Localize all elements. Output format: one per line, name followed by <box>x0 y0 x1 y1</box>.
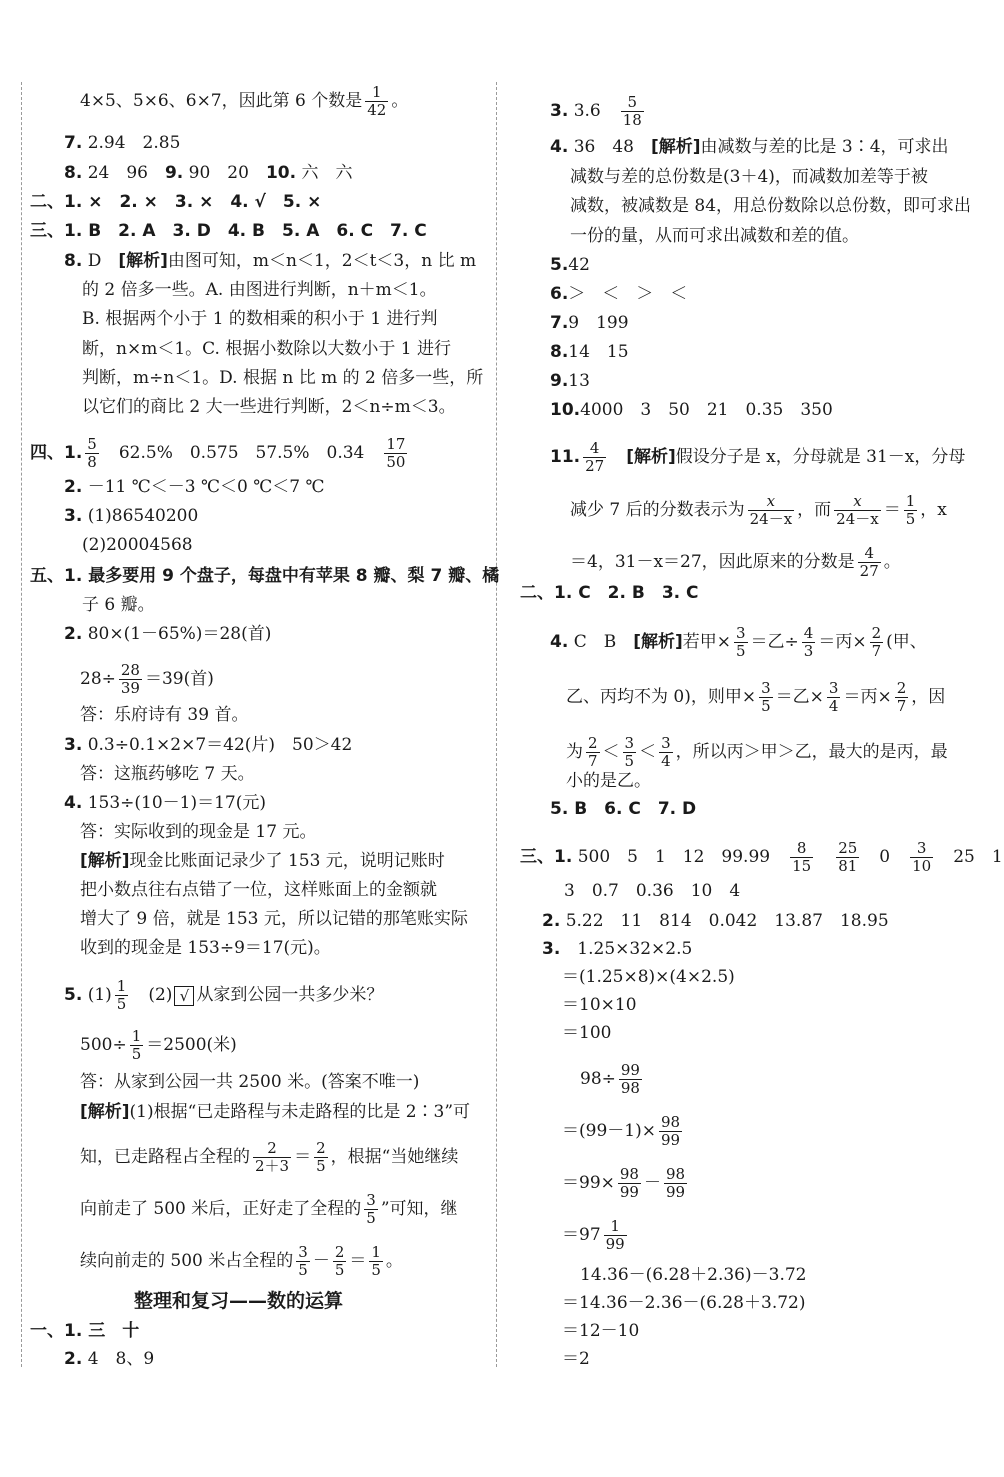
answer-line: 增大了 9 倍，就是 153 元，所以记错的那笔账实际 <box>80 909 468 929</box>
fraction: $\frac{1}{5}$ <box>116 977 127 1013</box>
answer-line: 三、1. 500 5 1 12 99.99 $\frac{8}{15}$ $\frac{25}{81}$ 0 $\frac{3}{10}$ 25 1 <box>520 839 1003 875</box>
answer-line: [解析](1)根据“已走路程与未走路程的比是 2∶3”可 <box>80 1102 471 1122</box>
fraction: $\frac{5}{8}$ <box>87 435 97 471</box>
fraction: $\frac{x}{24-x}$ <box>749 492 793 528</box>
answer-line: 14.36－(6.28＋2.36)－3.72 <box>580 1265 807 1285</box>
answer-line: 三、1. B 2. A 3. D 4. B 5. A 6. C 7. C <box>30 221 427 241</box>
fraction: $\frac{3}{5}$ <box>298 1243 308 1279</box>
fraction: $\frac{2}{5}$ <box>316 1139 326 1175</box>
fraction: $\frac{1}{99}$ <box>605 1217 625 1253</box>
fraction: $\frac{3}{4}$ <box>661 734 671 770</box>
answer-line: 3. 3.6 $\frac{5}{18}$ <box>550 93 642 129</box>
answer-line: 二、1. C 2. B 3. C <box>520 583 699 603</box>
answer-line: 答：乐府诗有 39 首。 <box>80 705 249 725</box>
fraction: $\frac{3}{4}$ <box>828 679 839 715</box>
answer-line: 以它们的商比 2 大一些进行判断，2＜n÷m＜3。 <box>82 397 456 417</box>
answer-line: 28÷ $\frac{28}{39}$ ＝39(首) <box>80 661 214 697</box>
fraction: $\frac{8}{15}$ <box>792 839 812 875</box>
fraction: $\frac{2}{5}$ <box>334 1243 345 1279</box>
fraction: $\frac{99}{98}$ <box>620 1061 640 1097</box>
answer-line: 5.42 <box>550 255 590 275</box>
answer-line: 3. (1)86540200 <box>64 506 199 526</box>
answer-line: ＝97 $\frac{1}{99}$ <box>562 1217 625 1253</box>
answer-line: 减数，被减数是 84，用总份数除以总份数，即可求出 <box>570 196 972 216</box>
answer-line: ＝4，31－x＝27，因此原来的分数是 $\frac{4}{27}$ 。 <box>570 544 901 580</box>
fraction: $\frac{3}{5}$ <box>736 624 746 660</box>
answer-line: 3. 1.25×32×2.5 <box>542 939 693 959</box>
fraction: $\frac{2}{7}$ <box>588 734 598 770</box>
answer-line: 乙、丙均不为 0)，则甲× $\frac{3}{5}$ ＝乙× $\frac{3}{4}$ ＝丙× $\frac{2}{7}$ ，因 <box>566 679 946 715</box>
answer-line: ＝14.36－2.36－(6.28＋3.72) <box>562 1293 806 1313</box>
fraction: $\frac{98}{99}$ <box>665 1165 686 1201</box>
answer-line: ＝(1.25×8)×(4×2.5) <box>562 967 735 987</box>
answer-line: 为 $\frac{2}{7}$ ＜ $\frac{3}{5}$ ＜ $\frac{3}{4}$ ，所以丙＞甲＞乙，最大的是丙，最 <box>566 734 948 770</box>
answer-line: 4. 36 48 [解析]由减数与差的比是 3∶4，可求出 <box>550 137 949 157</box>
answer-line: 子 6 瓣。 <box>82 595 155 615</box>
answer-line: 2. 5.22 11 814 0.042 13.87 18.95 <box>542 911 889 931</box>
answer-line: 2. 4 8、9 <box>64 1349 155 1369</box>
fraction: $\frac{98}{99}$ <box>619 1165 639 1201</box>
answer-line: 11. $\frac{4}{27}$ [解析]假设分子是 x，分母就是 31－x，分母 <box>550 439 966 475</box>
answer-line: 收到的现金是 153÷9＝17(元)。 <box>80 938 331 958</box>
fraction: $\frac{2}{7}$ <box>871 624 882 660</box>
answer-line: 500÷ $\frac{1}{5}$ ＝2500(米) <box>80 1027 237 1063</box>
fraction: $\frac{x}{24-x}$ <box>836 492 879 528</box>
answer-line: 续向前走的 500 米占全程的 $\frac{3}{5}$ － $\frac{2}{5}$ ＝ $\frac{1}{5}$ 。 <box>80 1243 403 1279</box>
answer-line: 答：从家到公园一共 2500 米。(答案不唯一) <box>80 1072 420 1092</box>
fraction: $\frac{25}{81}$ <box>838 839 858 875</box>
answer-line: 小的是乙。 <box>566 771 651 791</box>
section-title: 整理和复习——数的运算 <box>134 1290 344 1312</box>
answer-line: 4×5、5×6、6×7，因此第 6 个数是 $\frac{1}{42}$ 。 <box>80 83 409 119</box>
answer-line: 减数与差的总份数是(3＋4)，而减数加差等于被 <box>570 167 928 187</box>
check-box: √ <box>174 986 194 1006</box>
fraction: $\frac{4}{3}$ <box>803 624 814 660</box>
answer-line: 知，已走路程占全程的 $\frac{2}{2+3}$ ＝ $\frac{2}{5}$ ，根据“当她继续 <box>80 1139 459 1175</box>
fraction: $\frac{17}{50}$ <box>386 435 406 471</box>
fraction: $\frac{3}{5}$ <box>624 734 635 770</box>
answer-line: 3 0.7 0.36 10 4 <box>564 881 741 901</box>
answer-line: 4. 153÷(10－1)＝17(元) <box>64 793 267 813</box>
fraction: $\frac{2}{7}$ <box>896 679 907 715</box>
answer-line: 98÷ $\frac{99}{98}$ <box>580 1061 640 1097</box>
answer-line: 四、1. $\frac{5}{8}$ 62.5% 0.575 57.5% 0.34 $\frac{17}{50}$ <box>30 435 406 471</box>
answer-line: 7.9 199 <box>550 313 629 333</box>
answer-line: 一份的量，从而可求出减数和差的值。 <box>570 226 859 246</box>
answer-line: B. 根据两个小于 1 的数相乘的积小于 1 进行判 <box>82 309 438 329</box>
fraction: $\frac{3}{5}$ <box>761 679 771 715</box>
answer-line: ＝12－10 <box>562 1321 640 1341</box>
answer-line: 7. 2.94 2.85 <box>64 133 181 153</box>
answer-line: 4. C B [解析]若甲× $\frac{3}{5}$ ＝乙÷ $\frac{4}{3}$ ＝丙× $\frac{2}{7}$ (甲、 <box>550 624 927 660</box>
answer-line: 答：这瓶药够吃 7 天。 <box>80 764 255 784</box>
answer-line: ＝99× $\frac{98}{99}$ － $\frac{98}{99}$ <box>562 1165 686 1201</box>
answer-line: 2. 80×(1－65%)＝28(首) <box>64 624 272 644</box>
answer-line: 判断，m÷n＜1。D. 根据 n 比 m 的 2 倍多一些，所 <box>82 368 484 388</box>
fraction: $\frac{28}{39}$ <box>120 661 140 697</box>
answer-line: 8. D [解析]由图可知，m＜n＜1，2＜t＜3，n 比 m <box>64 251 477 271</box>
answer-line: 二、1. × 2. × 3. × 4. √ 5. × <box>30 192 322 212</box>
fraction: $\frac{1}{42}$ <box>367 83 387 119</box>
fraction: $\frac{1}{5}$ <box>371 1243 381 1279</box>
answer-line: 6.＞ ＜ ＞ ＜ <box>550 284 688 304</box>
answer-line: 10.4000 3 50 21 0.35 350 <box>550 400 833 420</box>
answer-line: 答：实际收到的现金是 17 元。 <box>80 822 317 842</box>
answer-line: 把小数点往右点错了一位，这样账面上的金额就 <box>80 880 437 900</box>
answer-line: 的 2 倍多一些。A. 由图进行判断，n＋m＜1。 <box>82 280 437 300</box>
column-divider <box>496 82 497 1367</box>
answer-line: 3. 0.3÷0.1×2×7＝42(片) 50＞42 <box>64 735 353 755</box>
answer-line: 减少 7 后的分数表示为 $\frac{x}{24-x}$ ，而 $\frac{x}{24-x}$ ＝ $\frac{1}{5}$ ，x <box>570 492 947 528</box>
fraction: $\frac{1}{5}$ <box>131 1027 142 1063</box>
fraction: $\frac{5}{18}$ <box>622 93 642 129</box>
answer-line: 9.13 <box>550 371 590 391</box>
answer-line: 8. 24 96 9. 90 20 10. 六 六 <box>64 163 353 183</box>
answer-line: 2. －11 ℃＜－3 ℃＜0 ℃＜7 ℃ <box>64 477 325 497</box>
answer-line: 断，n×m＜1。C. 根据小数除以大数小于 1 进行 <box>82 339 451 359</box>
fraction: $\frac{3}{5}$ <box>366 1191 376 1227</box>
answer-line: [解析]现金比账面记录少了 153 元，说明记账时 <box>80 851 445 871</box>
answer-line: 5. B 6. C 7. D <box>550 799 697 819</box>
fraction: $\frac{1}{5}$ <box>905 492 916 528</box>
answer-line: 8.14 15 <box>550 342 629 362</box>
fraction: $\frac{4}{27}$ <box>859 544 879 580</box>
answer-line: ＝(99－1)× $\frac{98}{99}$ <box>562 1113 681 1149</box>
answer-line: ＝100 <box>562 1023 612 1043</box>
fraction: $\frac{4}{27}$ <box>585 439 605 475</box>
fraction: $\frac{2}{2+3}$ <box>255 1139 290 1175</box>
answer-line: ＝10×10 <box>562 995 637 1015</box>
fraction: $\frac{3}{10}$ <box>912 839 932 875</box>
answer-line: ＝2 <box>562 1349 590 1369</box>
left-margin-divider <box>21 82 22 1367</box>
answer-line: (2)20004568 <box>82 535 193 555</box>
fraction: $\frac{98}{99}$ <box>660 1113 681 1149</box>
answer-line: 5. (1) $\frac{1}{5}$ (2) √ 从家到公园一共多少米？ <box>64 977 384 1013</box>
answer-line: 向前走了 500 米后，正好走了全程的 $\frac{3}{5}$ ”可知，继 <box>80 1191 458 1227</box>
answer-line: 一、1. 三 十 <box>30 1321 140 1341</box>
answer-line: 五、1. 最多要用 9 个盘子，每盘中有苹果 8 瓣、梨 7 瓣、橘 <box>30 566 500 586</box>
